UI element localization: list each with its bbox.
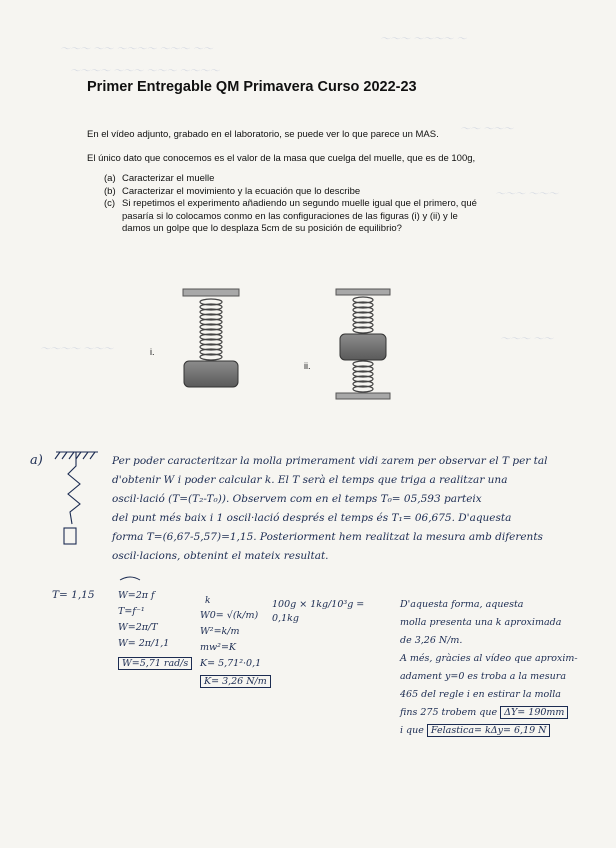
answer-line: molla presenta una k aproximada xyxy=(400,617,562,628)
answer-line: de 3,26 N/m. xyxy=(400,635,463,646)
task-label: (a) xyxy=(104,173,116,184)
answer-line: oscil·lació (T=(T₂-T₀)). Observem com en el temps T₀= 05,593 parteix xyxy=(112,493,482,505)
answer-line: D'aquesta forma, aquesta xyxy=(400,599,524,610)
task-text: Si repetimos el experimento añadiendo un segundo muelle igual que el primero, qué pasaría si lo colocamos conmo en las configuraciones de las figuras (i) y (ii) y le damos un golpe que lo desplaza 5cm de su posición de equilibrio? xyxy=(122,198,477,234)
intro-text: En el vídeo adjunto, grabado en el laboratorio, se puede ver lo que parece un MAS. xyxy=(87,129,439,140)
answer-line: d'obtenir W i poder calcular k. El T serà el temps que triga a realitzar una xyxy=(112,474,508,486)
omega-result: W=5,71 rad/s xyxy=(118,657,192,670)
answer-paragraph xyxy=(112,452,582,566)
figure-ii-diagram xyxy=(336,289,390,399)
delta-y-result: ΔY= 190mm xyxy=(500,706,568,719)
page-title: Primer Entregable QM Primavera Curso 2022-23 xyxy=(87,79,417,95)
figure-i-diagram xyxy=(183,289,239,387)
answer-line: A més, gràcies al vídeo que aproxim- xyxy=(400,653,578,664)
elastic-force-result: Felastica= kΔy= 6,19 N xyxy=(427,724,551,737)
answer-conclusion xyxy=(400,596,600,740)
answer-text: i que xyxy=(400,725,424,736)
spring-coil xyxy=(353,361,373,392)
k-label: k xyxy=(205,596,211,606)
answer-line: adament y=0 es troba a la mesura xyxy=(400,671,566,682)
answer-line: 465 del regle i en estirar la molla xyxy=(400,689,561,700)
equation-line: W²=k/m xyxy=(200,626,240,637)
spring-coil xyxy=(200,299,222,360)
figure-ii-label: ii. xyxy=(304,361,311,371)
omega-derivation xyxy=(118,588,198,672)
mass-conversion: 100g × 1kg/10³g = 0,1kg xyxy=(272,599,365,624)
answer-line xyxy=(400,722,600,740)
task-label: (b) xyxy=(104,185,116,197)
given-text: El único dato que conocemos es el valor de la masa que cuelga del muelle, que es de 100g, xyxy=(87,153,476,164)
k-result: K= 3,26 N/m xyxy=(200,675,271,688)
answer-line: Per poder caracteritzar la molla primerament vidi zarem per observar el T per tal xyxy=(112,455,548,467)
task-label: (c) xyxy=(104,198,116,209)
equation-line: K= 5,71²·0,1 xyxy=(200,658,262,669)
answer-line xyxy=(400,704,600,722)
spring-coil xyxy=(353,297,373,333)
period-value: T= 1,15 xyxy=(52,589,95,601)
equation-line: W= 2π/1,1 xyxy=(118,638,170,649)
figure-i-label: i. xyxy=(150,347,155,357)
scanned-page: ～～～ ～～ ～～～～ ～～～ ～～ ～～～ ～～～～ ～ ～～～～ ～～～ ～～～ ～～～～ ～～ ～～～ ～～～ ～～～ ～～～ ～～ ～～～～ ～～～ Primer Entregable QM Primavera Curso 2022-23 En el vídeo adjunto, grabado en el laboratorio, se puede ver lo que parece un MAS. El único dato que conocemos es el valor de la masa que cuelga del muelle, que es de 100g, (a) Caracterizar el muelle (b) Caracterizar el movimiento y la ecuación que lo describe (c) Si repetimos el experimento añadiendo un segundo muelle igual que el primero, qué pasaría si lo colocamos conmo en las configuraciones de las figuras (i) y (ii) y le damos un golpe que lo desplaza 5cm de su posición de equilibrio? i. ii. a) Per poder caracteritzar la molla primerament vidi zarem per observar el T per tal d'obtenir W i poder calcular k. El T serà el temps que triga a realitzar una oscil·lació (T=(T₂-T₀)). Observem com en el temps T₀= 05,593 parteix del punt més baix i 1 oscil·lació després el temps és T₁= 06,675. D'aquesta forma T=(6,67-5,57)=1,15. Posteriorment hem realitzat la mesura amb diferents oscil·lacions, obtenint el mateix resultat. T= 1,15 W=2π f T=f⁻¹ W=2π/T W= 2π/1,1 W=5,71 rad/s k W0= √(k/m) W²=k/m mw²=K K= 5,71²·0,1 K= 3,26 N/m 100g × 1kg/10³g = 0,1kg D'aquesta forma, aquesta molla presenta una k aproximada de 3,26 N/m. A més, gràcies al vídeo que aproxim- adament y=0 es troba a la mesura 465 del regle i en estirar la molla fins 275 trobem que ΔY= 190mm i que Felastica= kΔy= 6,19 N xyxy=(0,0,616,848)
answer-text: fins 275 trobem que xyxy=(400,707,498,718)
hand-strokes xyxy=(120,577,140,580)
answer-line: oscil·lacions, obtenint el mateix resultat. xyxy=(112,550,329,562)
answer-line: del punt més baix i 1 oscil·lació després el temps és T₁= 06,675. D'aquesta xyxy=(112,512,512,524)
task-text: Caracterizar el muelle xyxy=(122,173,215,184)
answer-line: forma T=(6,67-5,57)=1,15. Posteriorment hem realitzat la mesura amb diferents xyxy=(112,531,543,543)
task-text: Caracterizar el movimiento y la ecuación que lo describe xyxy=(122,185,361,197)
answer-part-label: a) xyxy=(30,453,43,468)
equation-line: W=2π f xyxy=(118,590,155,601)
equation-line: W=2π/T xyxy=(118,622,158,633)
hand-sketch-spring xyxy=(55,452,98,544)
equation-line: T=f⁻¹ xyxy=(118,606,145,617)
equation-line: W0= √(k/m) xyxy=(200,610,259,621)
equation-line: mw²=K xyxy=(200,642,237,653)
